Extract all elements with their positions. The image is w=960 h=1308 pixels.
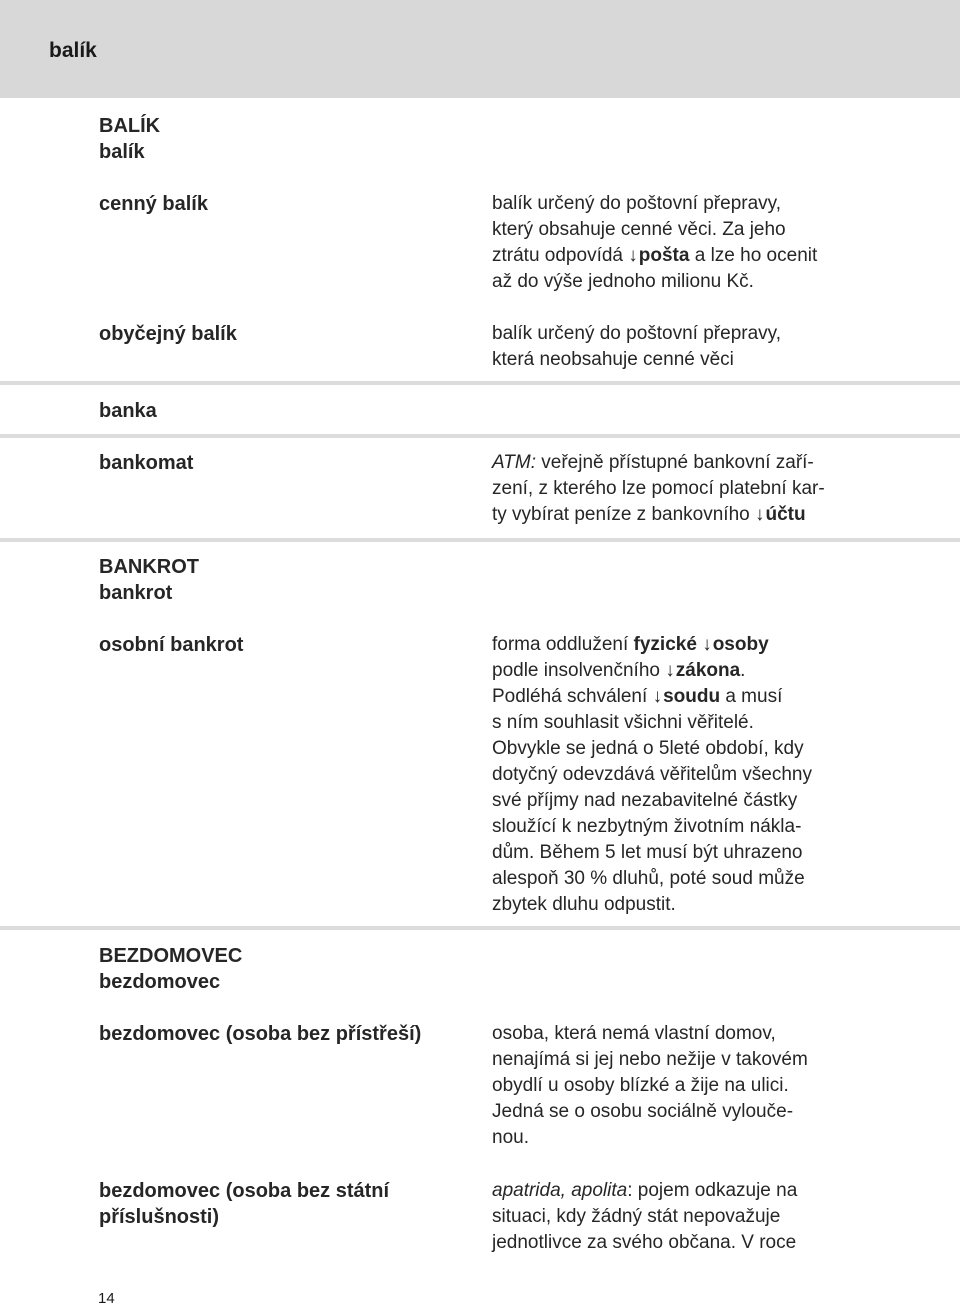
- definition-line: s ním souhlasit všichni věřitelé.: [492, 712, 754, 733]
- definition-line: situaci, kdy žádný stát nepovažuje: [492, 1206, 781, 1227]
- divider: [0, 926, 960, 930]
- definition-line: obydlí u osoby blízké a žije na ulici.: [492, 1075, 789, 1096]
- term-cenny-balik: cenný balík: [99, 193, 208, 215]
- heading-bankrot-lower: bankrot: [99, 582, 173, 604]
- italic-term: ATM:: [492, 452, 536, 473]
- cross-reference-arrow-icon: ↓: [628, 245, 638, 266]
- definition-obycejny-balik: [492, 321, 932, 373]
- cross-reference-term: osoby: [712, 634, 769, 655]
- header-title: balík: [49, 39, 97, 62]
- definition-line: osoba, která nemá vlastní domov,: [492, 1023, 776, 1044]
- definition-line: která neobsahuje cenné věci: [492, 349, 734, 370]
- heading-bezdomovec-lower: bezdomovec: [99, 971, 221, 993]
- definition-line: nou.: [492, 1127, 529, 1148]
- term-osobni-bankrot: osobní bankrot: [99, 634, 244, 656]
- definition-cenny-balik: [492, 191, 932, 295]
- cross-reference-term: pošta: [638, 245, 690, 266]
- definition-line: Jedná se o osobu sociálně vylouče-: [492, 1101, 794, 1122]
- definition-line: dotyčný odevzdává věřitelům všechny: [492, 764, 812, 785]
- cross-reference-arrow-icon: ↓: [652, 686, 663, 707]
- definition-line: ty vybírat peníze z bankovního ↓účtu: [492, 504, 806, 525]
- definition-bezdomovec-bez-pristresi: [492, 1021, 932, 1151]
- definition-osobni-bankrot: [492, 632, 932, 918]
- definition-bezdomovec-bez-statni-prislusnosti: [492, 1178, 932, 1256]
- cross-reference-term: účtu: [765, 504, 806, 525]
- heading-balik-lower: balík: [99, 141, 145, 163]
- term-bezdomovec-bez-statni-prislusnosti-line2: příslušnosti): [99, 1206, 220, 1228]
- definition-line: zení, z kterého lze pomocí platební kar-: [492, 478, 825, 499]
- term-bezdomovec-bez-pristresi: bezdomovec (osoba bez přístřeší): [99, 1023, 422, 1045]
- cross-reference-arrow-icon: ↓: [755, 504, 765, 525]
- term-obycejny-balik: obyčejný balík: [99, 323, 237, 345]
- definition-line: nenajímá si jej nebo nežije v takovém: [492, 1049, 808, 1070]
- divider: [0, 434, 960, 438]
- definition-bankomat: [492, 450, 932, 528]
- cross-reference-term: zákona: [675, 660, 741, 681]
- definition-line: který obsahuje cenné věci. Za jeho: [492, 219, 786, 240]
- definition-line: apatrida, apolita: pojem odkazuje na: [492, 1180, 798, 1201]
- page-header: [0, 0, 960, 98]
- definition-line: forma oddlužení fyzické ↓osoby: [492, 634, 769, 655]
- definition-line: podle insolvenčního ↓zákona.: [492, 660, 746, 681]
- definition-line: sloužící k nezbytným životním nákla-: [492, 816, 802, 837]
- term-bankomat: bankomat: [99, 452, 194, 474]
- heading-bezdomovec-upper: BEZDOMOVEC: [99, 945, 243, 967]
- divider: [0, 381, 960, 385]
- cross-reference-arrow-icon: ↓: [702, 634, 712, 655]
- cross-reference-term: soudu: [663, 686, 721, 707]
- italic-term: apatrida, apolita: [492, 1180, 628, 1201]
- definition-line: Podléhá schválení ↓soudu a musí: [492, 686, 783, 707]
- heading-bankrot-upper: BANKROT: [99, 556, 199, 578]
- definition-line: Obvykle se jedná o 5leté období, kdy: [492, 738, 804, 759]
- definition-line: ztrátu odpovídá ↓pošta a lze ho ocenit: [492, 245, 818, 266]
- definition-line: až do výše jednoho milionu Kč.: [492, 271, 754, 292]
- definition-line: alespoň 30 % dluhů, poté soud může: [492, 868, 805, 889]
- page-number: 14: [98, 1290, 115, 1307]
- definition-line: své příjmy nad nezabavitelné částky: [492, 790, 798, 811]
- heading-balik-upper: BALÍK: [99, 115, 161, 137]
- term-bezdomovec-bez-statni-prislusnosti-line1: bezdomovec (osoba bez státní: [99, 1180, 390, 1202]
- definition-line: ATM: veřejně přístupné bankovní zaří-: [492, 452, 814, 473]
- divider: [0, 538, 960, 542]
- definition-line: dům. Během 5 let musí být uhrazeno: [492, 842, 803, 863]
- definition-line: balík určený do poštovní přepravy,: [492, 193, 782, 214]
- bold-term: fyzické: [633, 634, 697, 655]
- definition-line: jednotlivce za svého občana. V roce: [492, 1232, 797, 1253]
- heading-banka: banka: [99, 400, 157, 422]
- cross-reference-arrow-icon: ↓: [665, 660, 675, 681]
- definition-line: zbytek dluhu odpustit.: [492, 894, 676, 915]
- definition-line: balík určený do poštovní přepravy,: [492, 323, 782, 344]
